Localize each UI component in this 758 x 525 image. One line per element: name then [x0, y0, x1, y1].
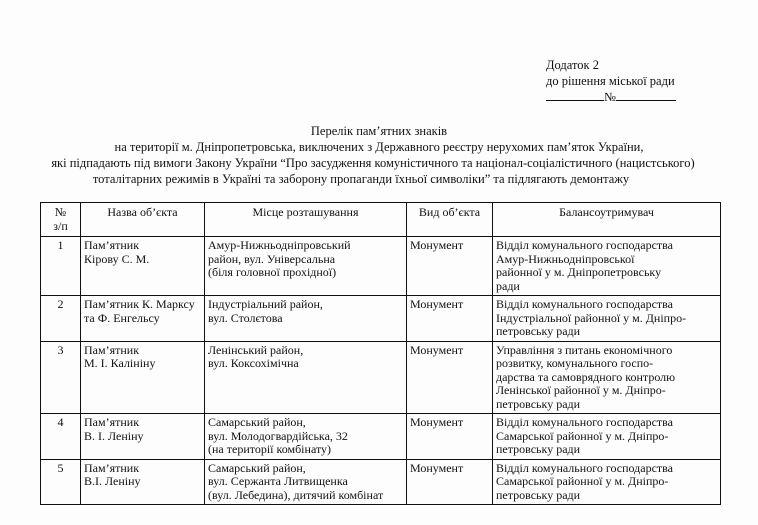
cell-place: Амур-Нижньодніпровський район, вул. Універсальна (біля головної прохідної): [205, 237, 407, 296]
cell-type: Монумент: [407, 414, 493, 460]
cell-num: 3: [41, 341, 81, 414]
cell-num: 4: [41, 414, 81, 460]
cell-place: Ленінський район, вул. Коксохімічна: [205, 341, 407, 414]
table-row: [41, 237, 721, 296]
document-title: Перелік пам’ятних знаків: [310, 124, 448, 138]
cell-holder: Відділ комунального господарства Самарської районної у м. Дніпро- петровську ради: [493, 414, 721, 460]
cell-holder: Відділ комунального господарства Індустріальної районної у м. Дніпро- петровську ради: [493, 296, 721, 342]
table-header-row: [41, 203, 721, 237]
cell-name: Пам’ятник К. Марксу та Ф. Енгельсу: [81, 296, 205, 342]
table-row: [41, 414, 721, 460]
cell-name: Пам’ятник В.І. Леніну: [81, 459, 205, 505]
cell-num: 1: [41, 237, 81, 296]
header-num: № з/п: [41, 203, 81, 237]
cell-holder: Відділ комунального господарства Самарської районної у м. Дніпро- петровську ради: [493, 459, 721, 505]
document-subtitle-line-3: тоталітарних режимів в Україні та заборону пропаганди їхньої символіки” та підлягають демонтажу: [92, 172, 630, 186]
cell-num: 2: [41, 296, 81, 342]
monuments-table: [40, 202, 721, 505]
annex-block: [546, 58, 676, 106]
document-subtitle-line-1: на території м. Дніпропетровська, виключених з Державного реєстру нерухомих пам’яток України,: [114, 140, 644, 154]
cell-name: Пам’ятник В. І. Леніну: [81, 414, 205, 460]
cell-name: Пам’ятник М. І. Калініну: [81, 341, 205, 414]
table-row: [41, 341, 721, 414]
cell-name: Пам’ятник Кірову С. М.: [81, 237, 205, 296]
annex-title: Додаток 2: [546, 58, 599, 72]
cell-type: Монумент: [407, 459, 493, 505]
header-type: Вид об’єкта: [407, 203, 493, 237]
cell-place: Самарський район, вул. Сержанта Литвищенка (вул. Лебедина), дитячий комбінат: [205, 459, 407, 505]
header-name: Назва об’єкта: [81, 203, 205, 237]
document-subtitle-line-2: які підпадають під вимоги Закону України “Про засудження комуністичного та націонал-соціалістичного (нацистського): [51, 156, 695, 170]
cell-holder: Управління з питань економічного розвитку, комунального госпо- дарства та самоврядного контролю Ленінської районної у м. Дніпро- петровську ради: [493, 341, 721, 414]
cell-type: Монумент: [407, 341, 493, 414]
cell-holder: Відділ комунального господарства Амур-Нижньодніпровської районної у м. Дніпропетровську ради: [493, 237, 721, 296]
annex-reference: до рішення міської ради: [546, 73, 675, 88]
header-place: Місце розташування: [205, 203, 407, 237]
annex-number-line: [546, 89, 676, 106]
number-sign: №: [604, 90, 616, 104]
cell-place: Самарський район, вул. Молодогвардійська, 32 (на території комбінату): [205, 414, 407, 460]
table-row: [41, 296, 721, 342]
cell-place: Індустріальний район, вул. Столєтова: [205, 296, 407, 342]
cell-type: Монумент: [407, 237, 493, 296]
table-row: [41, 459, 721, 505]
cell-type: Монумент: [407, 296, 493, 342]
cell-num: 5: [41, 459, 81, 505]
header-holder: Балансоутримувач: [493, 203, 721, 237]
